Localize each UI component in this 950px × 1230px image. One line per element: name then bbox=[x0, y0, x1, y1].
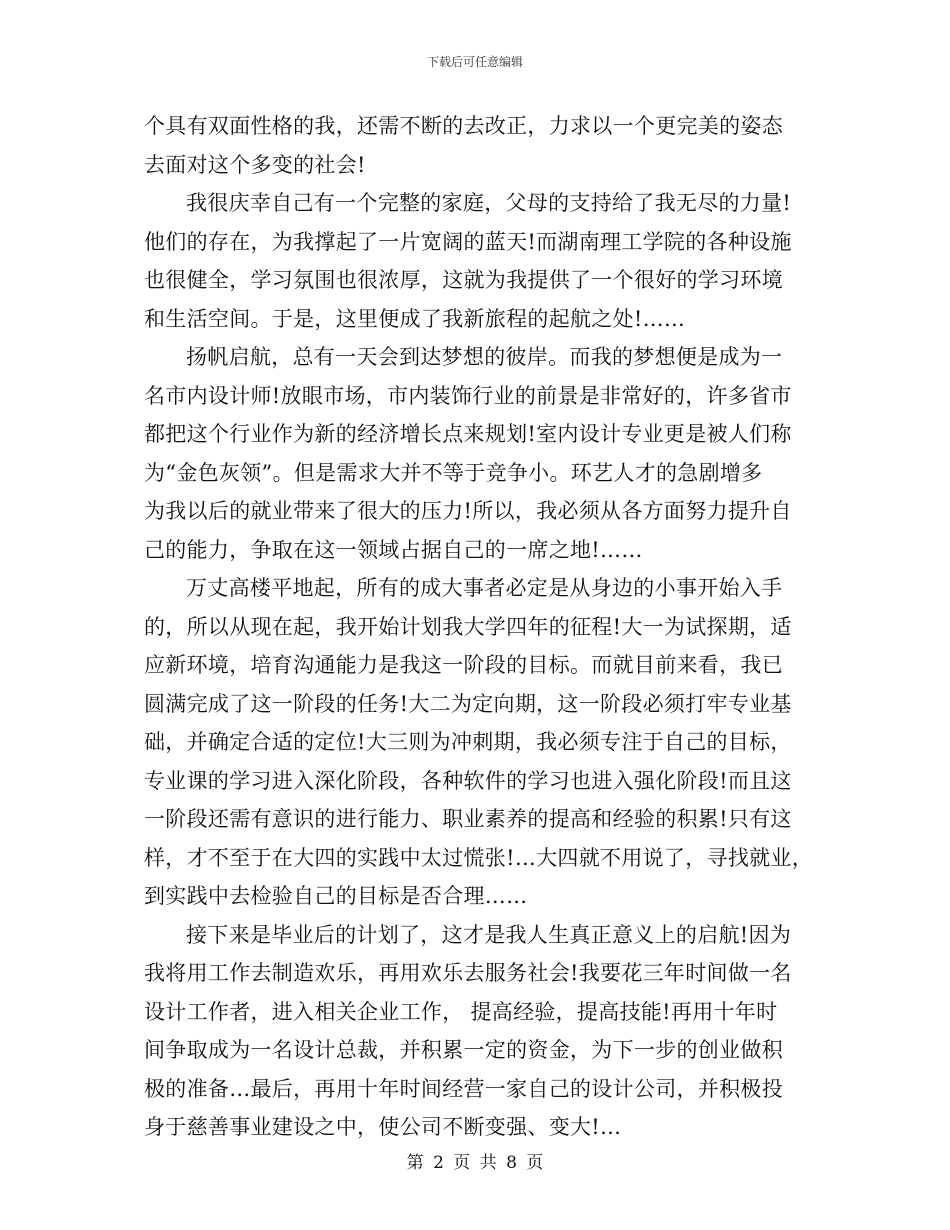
text-line: 为我以后的就业带来了很大的压力!所以，我必须从各方面努力提升自 bbox=[144, 499, 792, 523]
text-line: 设计工作者，进入相关企业工作， 提高经验，提高技能!再用十年时 bbox=[144, 999, 778, 1024]
text-line: 样，才不至于在大四的实践中太过慌张!…大四就不用说了，寻找就业， bbox=[144, 845, 814, 870]
text-line: 身于慈善事业建设之中，使公司不断变强、变大!… bbox=[144, 1115, 622, 1139]
text-line: 名市内设计师!放眼市场，市内装饰行业的前景是非常好的，许多省市 bbox=[144, 383, 792, 408]
text-line: 的，所以从现在起，我开始计划我大学四年的征程!大一为试探期，适 bbox=[144, 614, 792, 639]
text-line: 他们的存在，为我撑起了一片宽阔的蓝天!而湖南理工学院的各种设施 bbox=[144, 229, 792, 254]
text-line: 一阶段还需有意识的进行能力、职业素养的提高和经验的积累!只有这 bbox=[144, 807, 792, 831]
page-header: 下载后可任意编辑 bbox=[426, 55, 523, 69]
text-line: 我很庆幸自己有一个完整的家庭，父母的支持给了我无尽的力量! bbox=[186, 191, 792, 215]
text-line: 础，并确定合适的定位!大三则为冲刺期，我必须专注于自己的目标， bbox=[144, 730, 792, 754]
text-line: 个具有双面性格的我，还需不断的去改正，力求以一个更完美的姿态 bbox=[144, 114, 783, 138]
text-line: 都把这个行业作为新的经济增长点来规划!室内设计专业更是被人们称 bbox=[144, 422, 792, 446]
text-line: 和生活空间。于是，这里便成了我新旅程的起航之处!…… bbox=[144, 306, 686, 331]
text-line: 也很健全，学习氛围也很浓厚，这就为我提供了一个很好的学习环境 bbox=[144, 268, 783, 292]
text-line: 为“金色灰领”。但是需求大并不等于竞争小。环艺人才的急剧增多 bbox=[144, 460, 763, 485]
text-line: 极的准备…最后，再用十年时间经营一家自己的设计公司，并积极投 bbox=[144, 1076, 783, 1101]
text-line: 去面对这个多变的社会! bbox=[144, 152, 366, 177]
text-line: 到实践中去检验自己的目标是否合理…… bbox=[144, 884, 528, 908]
text-line: 万丈高楼平地起，所有的成大事者必定是从身边的小事开始入手 bbox=[186, 576, 783, 600]
text-line: 圆满完成了这一阶段的任务!大二为定向期，这一阶段必须打牢专业基 bbox=[144, 691, 792, 716]
text-line: 接下来是毕业后的计划了，这才是我人生真正意义上的启航!因为 bbox=[186, 922, 792, 947]
text-line: 我将用工作去制造欢乐，再用欢乐去服务社会!我要花三年时间做一名 bbox=[144, 961, 792, 985]
text-line: 己的能力，争取在这一领域占据自己的一席之地!…… bbox=[144, 537, 643, 562]
text-line: 专业课的学习进入深化阶段，各种软件的学习也进入强化阶段!而且这 bbox=[144, 768, 792, 793]
text-line: 间争取成为一名设计总裁，并积累一定的资金，为下一步的创业做积 bbox=[144, 1038, 783, 1062]
text-line: 扬帆启航，总有一天会到达梦想的彼岸。而我的梦想便是成为一 bbox=[186, 345, 783, 369]
text-line: 应新环境，培育沟通能力是我这一阶段的目标。而就目前来看，我已 bbox=[144, 653, 783, 677]
page-footer: 第 2 页 共 8 页 bbox=[406, 1153, 544, 1173]
